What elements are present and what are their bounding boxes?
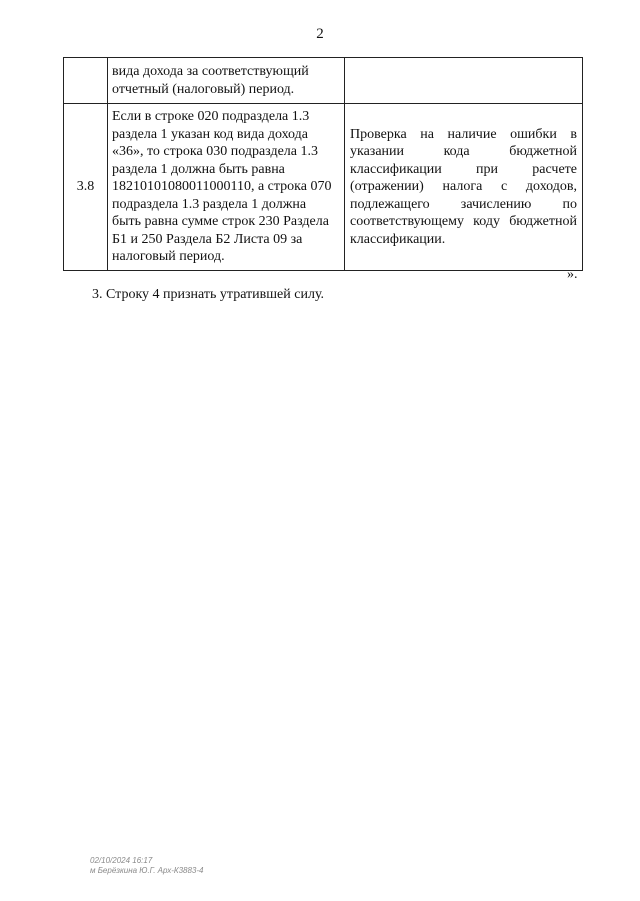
check-cell: Проверка на наличие ошибки в указании кода бюджетной классификации при расчете (отражении) налога с доходов, подлежащего зачислению по соответствующему коду бюджетной классификации.: [345, 104, 583, 271]
paragraph-item-3: 3. Строку 4 признать утратившей силу.: [92, 287, 325, 302]
row-number-cell: [64, 58, 108, 104]
condition-cell: вида дохода за соответствующий отчетный (налоговый) период.: [108, 58, 345, 104]
check-cell: [345, 58, 583, 104]
footer-stamp: [90, 856, 204, 876]
footer-stamp-date: 02/10/2024 16:17: [90, 856, 153, 865]
condition-cell: Если в строке 020 подраздела 1.3 раздела 1 указан код вида дохода «36», то строка 030 подраздела 1.3 раздела 1 должна быть равна 18210101080011000110, а строка 070 подраздела 1.3 раздела 1 должна быть равна сумме строк 230 Раздела Б1 и 250 Раздела Б2 Листа 09 за налоговый период.: [108, 104, 345, 271]
table-row: [64, 58, 583, 104]
requirements-table: [63, 57, 583, 271]
row-number-cell: 3.8: [64, 104, 108, 271]
closing-quote: ».: [567, 267, 578, 282]
footer-stamp-author: м Берёзкина Ю.Г. Арх-К3883-4: [90, 866, 204, 875]
page-number: 2: [316, 26, 324, 42]
table-row: [64, 104, 583, 271]
